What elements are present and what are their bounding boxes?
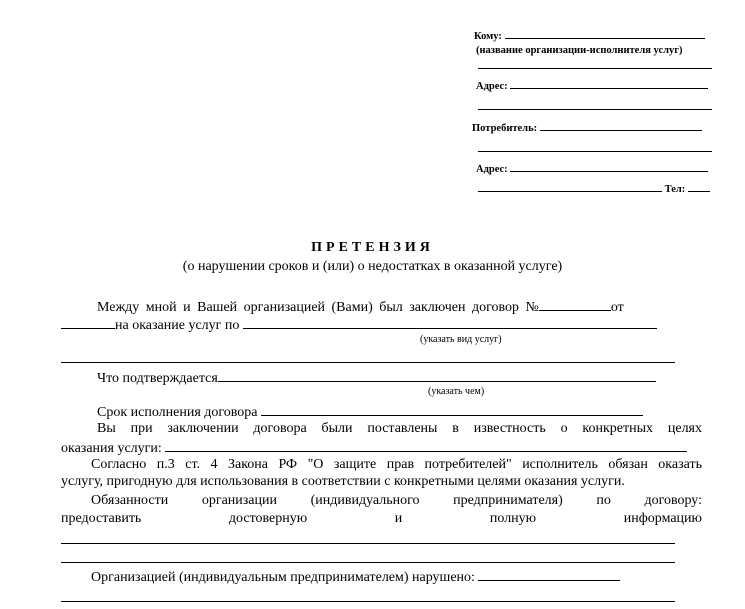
address2-row: [470, 161, 721, 176]
duties-line-2[interactable]: [61, 562, 675, 563]
address-row: [470, 78, 721, 93]
goals-label: оказания услуги:: [61, 441, 162, 456]
service-note: (указать вид услуг): [420, 334, 502, 345]
address2-field[interactable]: [510, 161, 708, 172]
law-paragraph-cont: услугу, пригодную для использования в соответствии с конкретными целями оказания услуги.: [61, 474, 625, 489]
contract-line: [97, 297, 624, 316]
contract-from-label: от: [610, 300, 624, 315]
service-label: на оказание услуг по: [115, 318, 240, 333]
confirmed-label: Что подтверждается: [97, 371, 218, 386]
violation-line-2[interactable]: [61, 601, 675, 602]
term-line: [97, 402, 643, 421]
phone-label: Тел:: [664, 184, 686, 195]
service-type-field[interactable]: [243, 315, 657, 329]
goals-paragraph: Вы при заключении договора были поставлены в известность о конкретных целях: [97, 421, 702, 436]
consumer-field[interactable]: [540, 120, 702, 131]
address2-label: Адрес:: [476, 164, 508, 175]
consumer-name-field[interactable]: [478, 181, 662, 192]
duties-paragraph: Обязанности организации (индивидуального предпринимателя) по договору:: [91, 493, 702, 508]
service-line-2[interactable]: [61, 362, 675, 363]
violation-label: Организацией (индивидуальным предпринимателем) нарушено:: [91, 570, 475, 585]
confirmed-note: (указать чем): [428, 386, 485, 397]
org-note: (название организации-исполнителя услуг): [476, 45, 683, 56]
address-field[interactable]: [510, 78, 708, 89]
to-label: Кому:: [474, 31, 502, 42]
service-line: [61, 315, 657, 334]
to-field[interactable]: [505, 28, 705, 39]
phone-field[interactable]: [688, 181, 710, 192]
address-line-2[interactable]: [478, 109, 712, 110]
confirmed-field[interactable]: [218, 368, 656, 382]
consumer-line-2[interactable]: [478, 151, 712, 152]
recipient-block: [470, 28, 715, 57]
document-subtitle: (о нарушении сроков и (или) о недостатках в оказанной услуге): [182, 259, 563, 274]
consumer-label: Потребитель:: [472, 123, 538, 134]
phone-row: [470, 181, 723, 196]
goals-line: [61, 438, 687, 457]
term-field[interactable]: [261, 402, 643, 416]
contract-text: Между мной и Вашей организацией (Вами) был заключен договор №: [97, 300, 539, 315]
duties-paragraph-cont: предоставить достоверную и полную информацию: [61, 511, 702, 526]
duties-line-1[interactable]: [61, 543, 675, 544]
violation-field[interactable]: [478, 567, 620, 581]
address-label: Адрес:: [476, 81, 508, 92]
document-title: ПРЕТЕНЗИЯ: [311, 240, 434, 255]
contract-date-field[interactable]: [61, 315, 115, 329]
to-line-2[interactable]: [478, 68, 712, 69]
consumer-row: [470, 120, 717, 135]
law-paragraph: Согласно п.3 ст. 4 Закона РФ "О защите прав потребителей" исполнитель обязан оказать: [91, 457, 702, 472]
violation-line: [91, 567, 620, 586]
contract-number-field[interactable]: [539, 297, 611, 311]
confirmed-line: [97, 368, 656, 387]
term-label: Срок исполнения договора: [97, 405, 258, 420]
goals-field[interactable]: [165, 438, 687, 452]
